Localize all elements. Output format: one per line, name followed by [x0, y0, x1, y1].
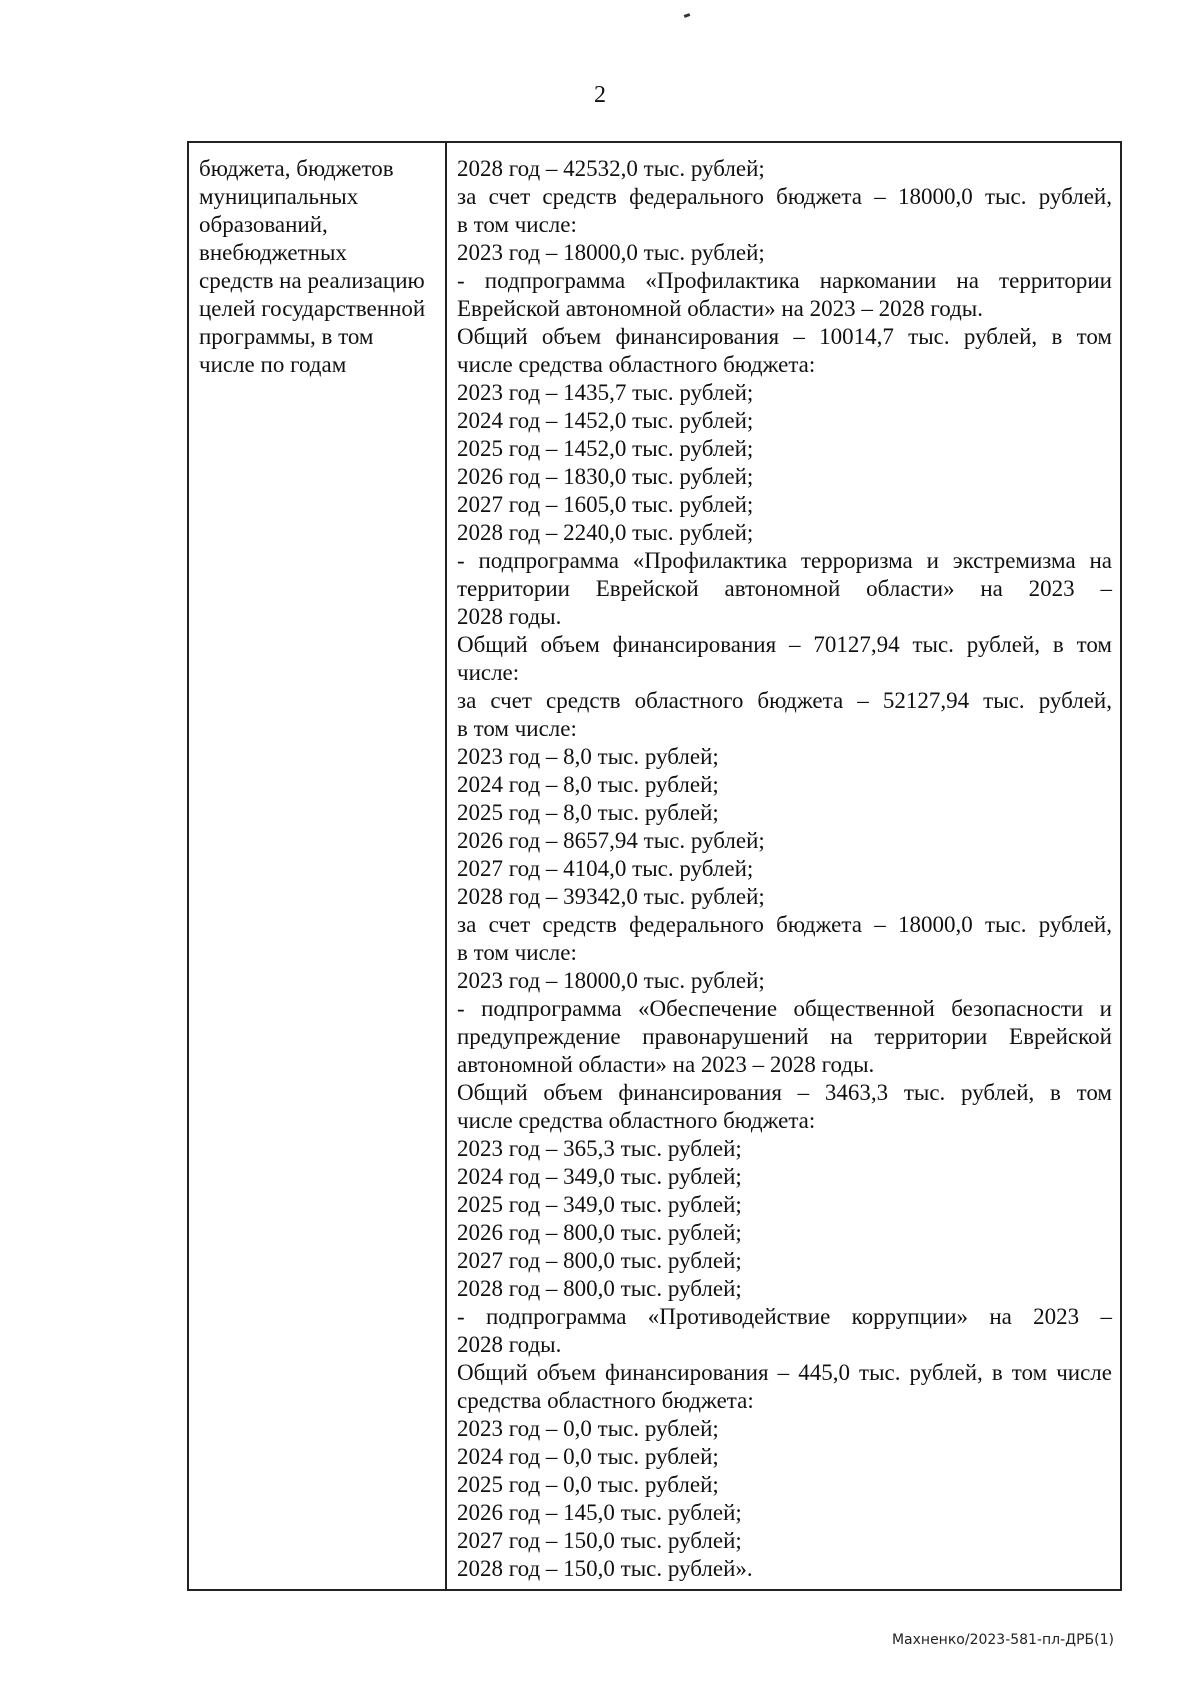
content-line: территории Еврейской автономной области» на 2023 – — [457, 576, 1112, 601]
content-line: 2027 год – 1605,0 тыс. рублей; — [457, 492, 754, 517]
scan-mark — [684, 13, 691, 18]
content-line: 2024 год – 0,0 тыс. рублей; — [457, 1444, 719, 1469]
label-line: средств на реализацию — [199, 268, 425, 293]
content-line: 2023 год – 18000,0 тыс. рублей; — [457, 240, 765, 265]
label-line: образований, — [199, 212, 328, 237]
content-line: 2028 годы. — [457, 1332, 562, 1357]
content-line: 2023 год – 18000,0 тыс. рублей; — [457, 968, 765, 993]
content-line: 2025 год – 349,0 тыс. рублей; — [457, 1192, 742, 1217]
content-line: 2027 год – 150,0 тыс. рублей; — [457, 1528, 742, 1553]
content-line: числе средства областного бюджета: — [457, 352, 816, 377]
content-line: 2025 год – 1452,0 тыс. рублей; — [457, 436, 754, 461]
financing-table — [187, 141, 1122, 1591]
content-line: 2023 год – 0,0 тыс. рублей; — [457, 1416, 719, 1441]
content-line: 2026 год – 800,0 тыс. рублей; — [457, 1220, 742, 1245]
content-line: 2027 год – 4104,0 тыс. рублей; — [457, 856, 754, 881]
content-line: 2026 год – 1830,0 тыс. рублей; — [457, 464, 754, 489]
content-line: числе средства областного бюджета: — [457, 1108, 816, 1133]
content-line: - подпрограмма «Обеспечение общественной безопасности и — [457, 996, 1112, 1021]
content-line: 2025 год – 8,0 тыс. рублей; — [457, 800, 719, 825]
content-line: за счет средств федерального бюджета – 18000,0 тыс. рублей, — [457, 184, 1112, 209]
content-line: в том числе: — [457, 212, 577, 237]
label-line: бюджета, бюджетов — [199, 156, 394, 181]
content-line: - подпрограмма «Профилактика наркомании на территории — [457, 268, 1112, 293]
table-label-cell — [189, 143, 447, 1589]
content-line: 2023 год – 8,0 тыс. рублей; — [457, 744, 719, 769]
content-line: Общий объем финансирования – 445,0 тыс. рублей, в том числе — [457, 1360, 1112, 1385]
label-line: муниципальных — [199, 184, 359, 209]
label-line: внебюджетных — [199, 240, 347, 265]
content-line: 2028 год – 42532,0 тыс. рублей; — [457, 156, 765, 181]
content-line: 2024 год – 349,0 тыс. рублей; — [457, 1164, 742, 1189]
content-line: - подпрограмма «Противодействие коррупции» на 2023 – — [457, 1304, 1112, 1329]
content-line: Еврейской автономной области» на 2023 – 2028 годы. — [457, 296, 983, 321]
content-line: 2023 год – 1435,7 тыс. рублей; — [457, 380, 754, 405]
label-line: программы, в том — [199, 324, 374, 349]
content-line: 2025 год – 0,0 тыс. рублей; — [457, 1472, 719, 1497]
label-line: числе по годам — [199, 352, 347, 377]
content-line: в том числе: — [457, 940, 577, 965]
content-line: - подпрограмма «Профилактика терроризма и экстремизма на — [457, 548, 1112, 573]
content-line: 2024 год – 8,0 тыс. рублей; — [457, 772, 719, 797]
content-line: 2023 год – 365,3 тыс. рублей; — [457, 1136, 742, 1161]
content-line: автономной области» на 2023 – 2028 годы. — [457, 1052, 875, 1077]
content-line: средства областного бюджета: — [457, 1388, 754, 1413]
content-line: 2026 год – 8657,94 тыс. рублей; — [457, 828, 765, 853]
table-content-cell — [447, 143, 1120, 1589]
label-line: целей государственной — [199, 296, 426, 321]
content-line: 2028 год – 39342,0 тыс. рублей; — [457, 884, 765, 909]
content-line: за счет средств федерального бюджета – 18000,0 тыс. рублей, — [457, 912, 1112, 937]
content-line: числе: — [457, 660, 520, 685]
content-line: Общий объем финансирования – 3463,3 тыс. рублей, в том — [457, 1080, 1112, 1105]
content-line: Общий объем финансирования – 10014,7 тыс. рублей, в том — [457, 324, 1112, 349]
content-line: 2028 год – 2240,0 тыс. рублей; — [457, 520, 754, 545]
page-number: 2 — [594, 82, 606, 108]
content-line: предупреждение правонарушений на территории Еврейской — [457, 1024, 1112, 1049]
content-line: за счет средств областного бюджета – 52127,94 тыс. рублей, — [457, 688, 1112, 713]
content-line: 2026 год – 145,0 тыс. рублей; — [457, 1500, 742, 1525]
content-line: в том числе: — [457, 716, 577, 741]
content-line: Общий объем финансирования – 70127,94 тыс. рублей, в том — [457, 632, 1112, 657]
content-line: 2024 год – 1452,0 тыс. рублей; — [457, 408, 754, 433]
content-line: 2028 год – 150,0 тыс. рублей». — [457, 1556, 753, 1581]
content-line: 2028 год – 800,0 тыс. рублей; — [457, 1276, 742, 1301]
document-code: Махненко/2023-581-пл-ДРБ(1) — [891, 1632, 1114, 1648]
content-line: 2027 год – 800,0 тыс. рублей; — [457, 1248, 742, 1273]
content-line: 2028 годы. — [457, 604, 562, 629]
